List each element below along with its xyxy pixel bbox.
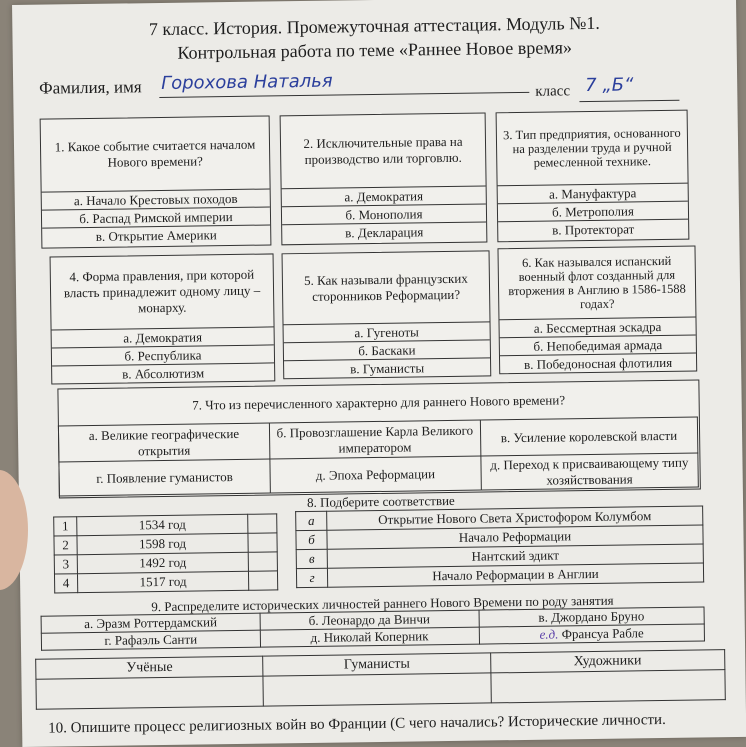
q7-option-a[interactable]: а. Великие географические открытия: [58, 423, 269, 462]
q7-option-d[interactable]: г. Появление гуманистов: [59, 459, 270, 496]
q8-event: Открытие Нового Света Христофором Колумбом: [327, 506, 703, 530]
question-3-text: 3. Тип предприятия, основанного на разделении труда и ручной ремесленной технике.: [503, 125, 681, 170]
q8-letter: г: [296, 568, 327, 587]
class-label: класс: [535, 83, 571, 100]
q5-option-b[interactable]: б. Баскаки: [284, 339, 490, 360]
q8-answer-cell[interactable]: [248, 514, 277, 533]
q3-option-b[interactable]: б. Метрополия: [498, 201, 688, 222]
question-2: [280, 112, 488, 245]
q9-column-artists: Художники: [490, 650, 725, 673]
q8-letter: в: [296, 549, 327, 568]
q2-option-b[interactable]: б. Монополия: [282, 203, 486, 224]
q9-person-text: Франсуа Рабле: [561, 625, 644, 642]
q7-option-f[interactable]: д. Переход к присваивающему типу хозяйствования: [481, 453, 699, 490]
q8-answer-cell[interactable]: [248, 552, 277, 571]
q8-year: 1598 год: [77, 533, 248, 554]
question-5: [282, 250, 492, 379]
q6-option-b[interactable]: б. Непобедимая армада: [500, 335, 696, 356]
q8-num: 1: [54, 517, 77, 536]
q4-option-a[interactable]: а. Демократия: [52, 326, 274, 347]
q8-year: 1492 год: [77, 552, 248, 573]
q9-answer-cell[interactable]: [263, 673, 491, 706]
question-6: [497, 246, 697, 375]
q8-num: 4: [54, 574, 77, 593]
q5-option-c[interactable]: в. Гуманисты: [284, 357, 490, 378]
q8-answer-cell[interactable]: [248, 571, 277, 590]
q9-person[interactable]: а. Эразм Роттердамский: [41, 613, 260, 633]
q8-events-table: [295, 505, 704, 588]
q8-event: Нантский эдикт: [327, 544, 703, 568]
q6-option-a[interactable]: а. Бессмертная эскадра: [499, 317, 695, 338]
q9-person[interactable]: в. Джордано Бруно: [479, 607, 705, 627]
question-9-text: 9. Распределите исторических личностей раннего Нового Времени по роду занятия: [151, 592, 614, 615]
q1-option-a[interactable]: а. Начало Крестовых походов: [42, 188, 270, 209]
question-2-text: 2. Исключительные права на производство или торговлю.: [303, 133, 463, 167]
question-7-text: 7. Что из перечисленного характерно для раннего Нового времени?: [192, 392, 566, 413]
q8-letter: б: [296, 530, 327, 549]
q8-event: Начало Реформации в Англии: [327, 563, 703, 587]
q8-years-table: [53, 513, 278, 593]
q8-letter: а: [296, 511, 327, 530]
q9-answer-cell[interactable]: [491, 670, 726, 703]
page-title: 7 класс. История. Промежуточная аттестация. Модуль №1.: [148, 12, 600, 40]
q8-year: 1534 год: [77, 514, 248, 535]
q3-option-a[interactable]: а. Мануфактура: [498, 183, 688, 204]
q5-option-a[interactable]: а. Гугеноты: [284, 321, 490, 342]
question-6-text: 6. Как назывался испанский военный флот созданный для вторжения в Англию в 1586-1588 годах?: [508, 253, 686, 312]
q8-num: 3: [54, 555, 77, 574]
q4-option-b[interactable]: б. Республика: [52, 344, 274, 365]
question-1: [40, 115, 272, 248]
q9-answer-cell[interactable]: [36, 676, 264, 709]
class-value[interactable]: 7 „Б“: [585, 74, 634, 97]
name-value[interactable]: Горохова Наталья: [160, 70, 333, 94]
q1-option-c[interactable]: в. Открытие Америки: [42, 224, 270, 245]
q1-option-b[interactable]: б. Распад Римской империи: [42, 206, 270, 227]
q9-person[interactable]: [479, 624, 705, 644]
q3-option-c[interactable]: в. Протекторат: [498, 219, 688, 240]
question-7: [57, 379, 700, 498]
question-8-text: 8. Подберите соответствие: [306, 492, 455, 510]
q9-answer-table: [35, 649, 726, 710]
q9-column-humanists: Гуманисты: [263, 653, 491, 676]
q8-year: 1517 год: [77, 571, 248, 592]
q2-option-c[interactable]: в. Декларация: [282, 221, 486, 242]
q7-option-b[interactable]: б. Провозглашение Карла Великого императором: [269, 420, 480, 459]
q9-person[interactable]: б. Леонардо да Винчи: [260, 610, 479, 630]
q9-column-scientists: Учёные: [36, 656, 264, 679]
q9-person[interactable]: д. Николай Коперник: [260, 627, 479, 647]
q4-option-c[interactable]: в. Абсолютизм: [52, 362, 274, 383]
q6-option-c[interactable]: в. Победоносная флотилия: [500, 353, 696, 374]
q7-option-e[interactable]: д. Эпоха Реформации: [270, 456, 481, 493]
question-1-text: 1. Какое событие считается началом Нового времени?: [54, 136, 256, 170]
question-3: [496, 110, 690, 243]
handwritten-mark: е.д.: [539, 626, 559, 642]
q9-person[interactable]: г. Рафаэль Санти: [41, 630, 260, 650]
question-4-text: 4. Форма правления, при которой власть принадлежит одному лицу – монарху.: [63, 266, 261, 316]
q7-option-c[interactable]: в. Усиление королевской власти: [480, 417, 698, 456]
name-label: Фамилия, имя: [39, 77, 142, 98]
question-4: [50, 253, 276, 384]
worksheet-page: [12, 0, 746, 747]
q8-event: Начало Реформации: [327, 525, 703, 549]
q8-num: 2: [54, 536, 77, 555]
question-10-text: 10. Опишите процесс религиозных войн во Франции (С чего начались? Исторические личности.: [48, 711, 666, 737]
q8-answer-cell[interactable]: [248, 533, 277, 552]
question-7-options: [58, 417, 699, 497]
q2-option-a[interactable]: а. Демократия: [282, 185, 486, 206]
question-5-text: 5. Как называли французских сторонников Реформации?: [303, 270, 468, 304]
page-subtitle: Контрольная работа по теме «Раннее Новое время»: [177, 37, 573, 63]
class-underline: [579, 100, 679, 102]
